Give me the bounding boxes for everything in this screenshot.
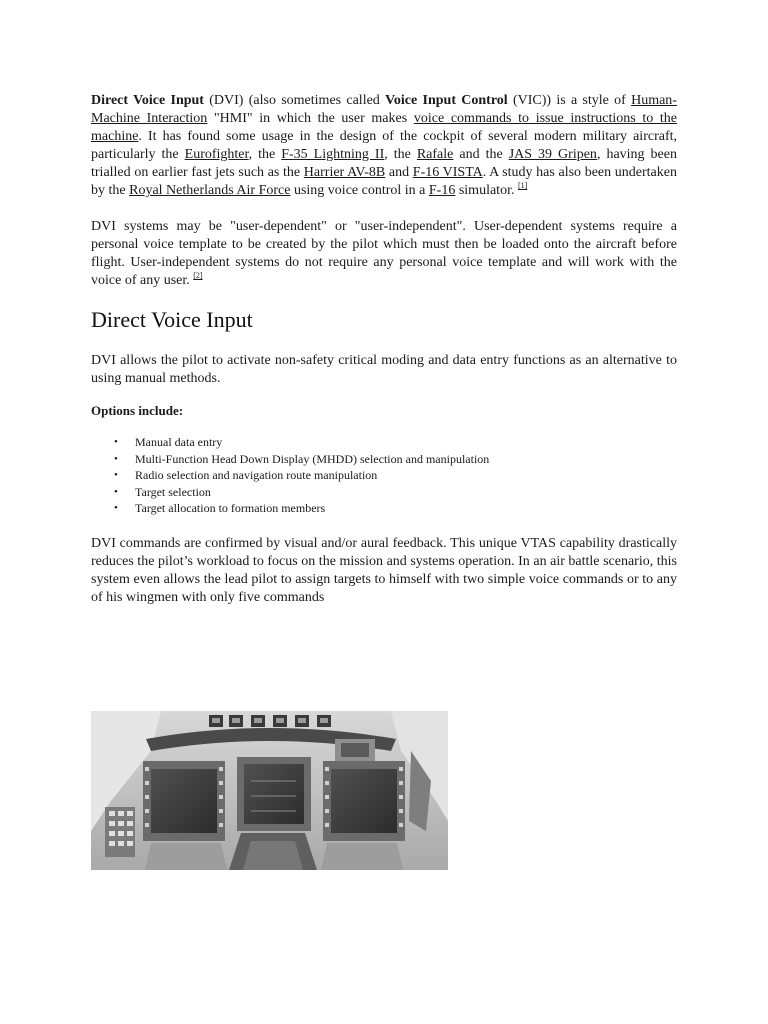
text-span: (VIC)) is a style of xyxy=(507,93,632,108)
link-rnaf[interactable]: Royal Netherlands Air Force xyxy=(129,183,291,198)
link-jas39[interactable]: JAS 39 Gripen xyxy=(508,147,597,162)
text-span: and xyxy=(385,165,413,180)
options-label: Options include: xyxy=(91,403,184,418)
dvi-allows-paragraph: DVI allows the pilot to activate non-safety critical moding and data entry functions as an alternative to using manual methods. xyxy=(91,353,677,386)
link-hmi[interactable]: Human-Machine Interaction xyxy=(91,93,677,126)
options-list xyxy=(91,434,677,517)
text-span: , the xyxy=(384,147,417,162)
list-item: • Radio selection and navigation route manipulation xyxy=(135,467,677,484)
list-item: • Target selection xyxy=(135,484,677,501)
link-f16-vista[interactable]: F-16 VISTA xyxy=(412,165,483,180)
dvi-commands-paragraph: DVI commands are confirmed by visual and/or aural feedback. This unique VTAS capability drastically reduces the pilot’s workload to focus on the mission and systems operation. In an air battle scenario, this system even allows the lead pilot to assign targets to himself with two simple voice commands or to any of his wingmen with only five commands xyxy=(91,535,677,605)
reference-1-link[interactable]: [1] xyxy=(517,181,528,190)
link-f35[interactable]: F-35 Lightning II xyxy=(281,147,385,162)
text-span: (DVI) (also sometimes called xyxy=(203,93,386,108)
text-span: , the xyxy=(248,147,282,162)
term-dvi: Direct Voice Input xyxy=(91,93,204,108)
text-span: using voice control in a xyxy=(290,183,429,198)
cockpit-illustration xyxy=(91,711,448,870)
text-span: and the xyxy=(453,147,509,162)
text-span: "HMI" in which the user makes xyxy=(207,111,414,126)
link-f16[interactable]: F-16 xyxy=(428,183,456,198)
link-harrier[interactable]: Harrier AV-8B xyxy=(303,165,386,180)
section-heading: Direct Voice Input xyxy=(91,307,253,332)
text-span: . It has found some usage in the design of the cockpit of several modern military aircraft, particularly the xyxy=(91,129,677,162)
term-vic: Voice Input Control xyxy=(385,93,508,108)
list-item: • Target allocation to formation members xyxy=(135,500,677,517)
text-span: . A study has also been undertaken by the xyxy=(91,165,677,198)
cockpit-image xyxy=(91,711,448,870)
text-span: , having been trialled on earlier fast jets such as the xyxy=(91,147,677,180)
text-span: simulator. xyxy=(455,183,518,198)
link-rafale[interactable]: Rafale xyxy=(416,147,454,162)
dvi-systems-paragraph xyxy=(91,218,677,290)
link-voice-commands[interactable]: voice commands to issue instructions to the machine xyxy=(91,111,678,144)
list-item: • Multi-Function Head Down Display (MHDD) selection and manipulation xyxy=(135,451,677,468)
document-body xyxy=(91,92,677,607)
link-eurofighter[interactable]: Eurofighter xyxy=(184,147,249,162)
list-item: • Manual data entry xyxy=(135,434,677,451)
reference-2-link[interactable]: [2] xyxy=(193,271,203,280)
intro-paragraph xyxy=(91,92,677,200)
text-span: DVI systems may be "user-dependent" or "user-independent". User-dependent systems require a personal voice template to be created by the pilot which must then be loaded onto the aircraft before flight. User-independent systems do not require any personal voice template and will work with the voice of any user. xyxy=(91,219,677,288)
